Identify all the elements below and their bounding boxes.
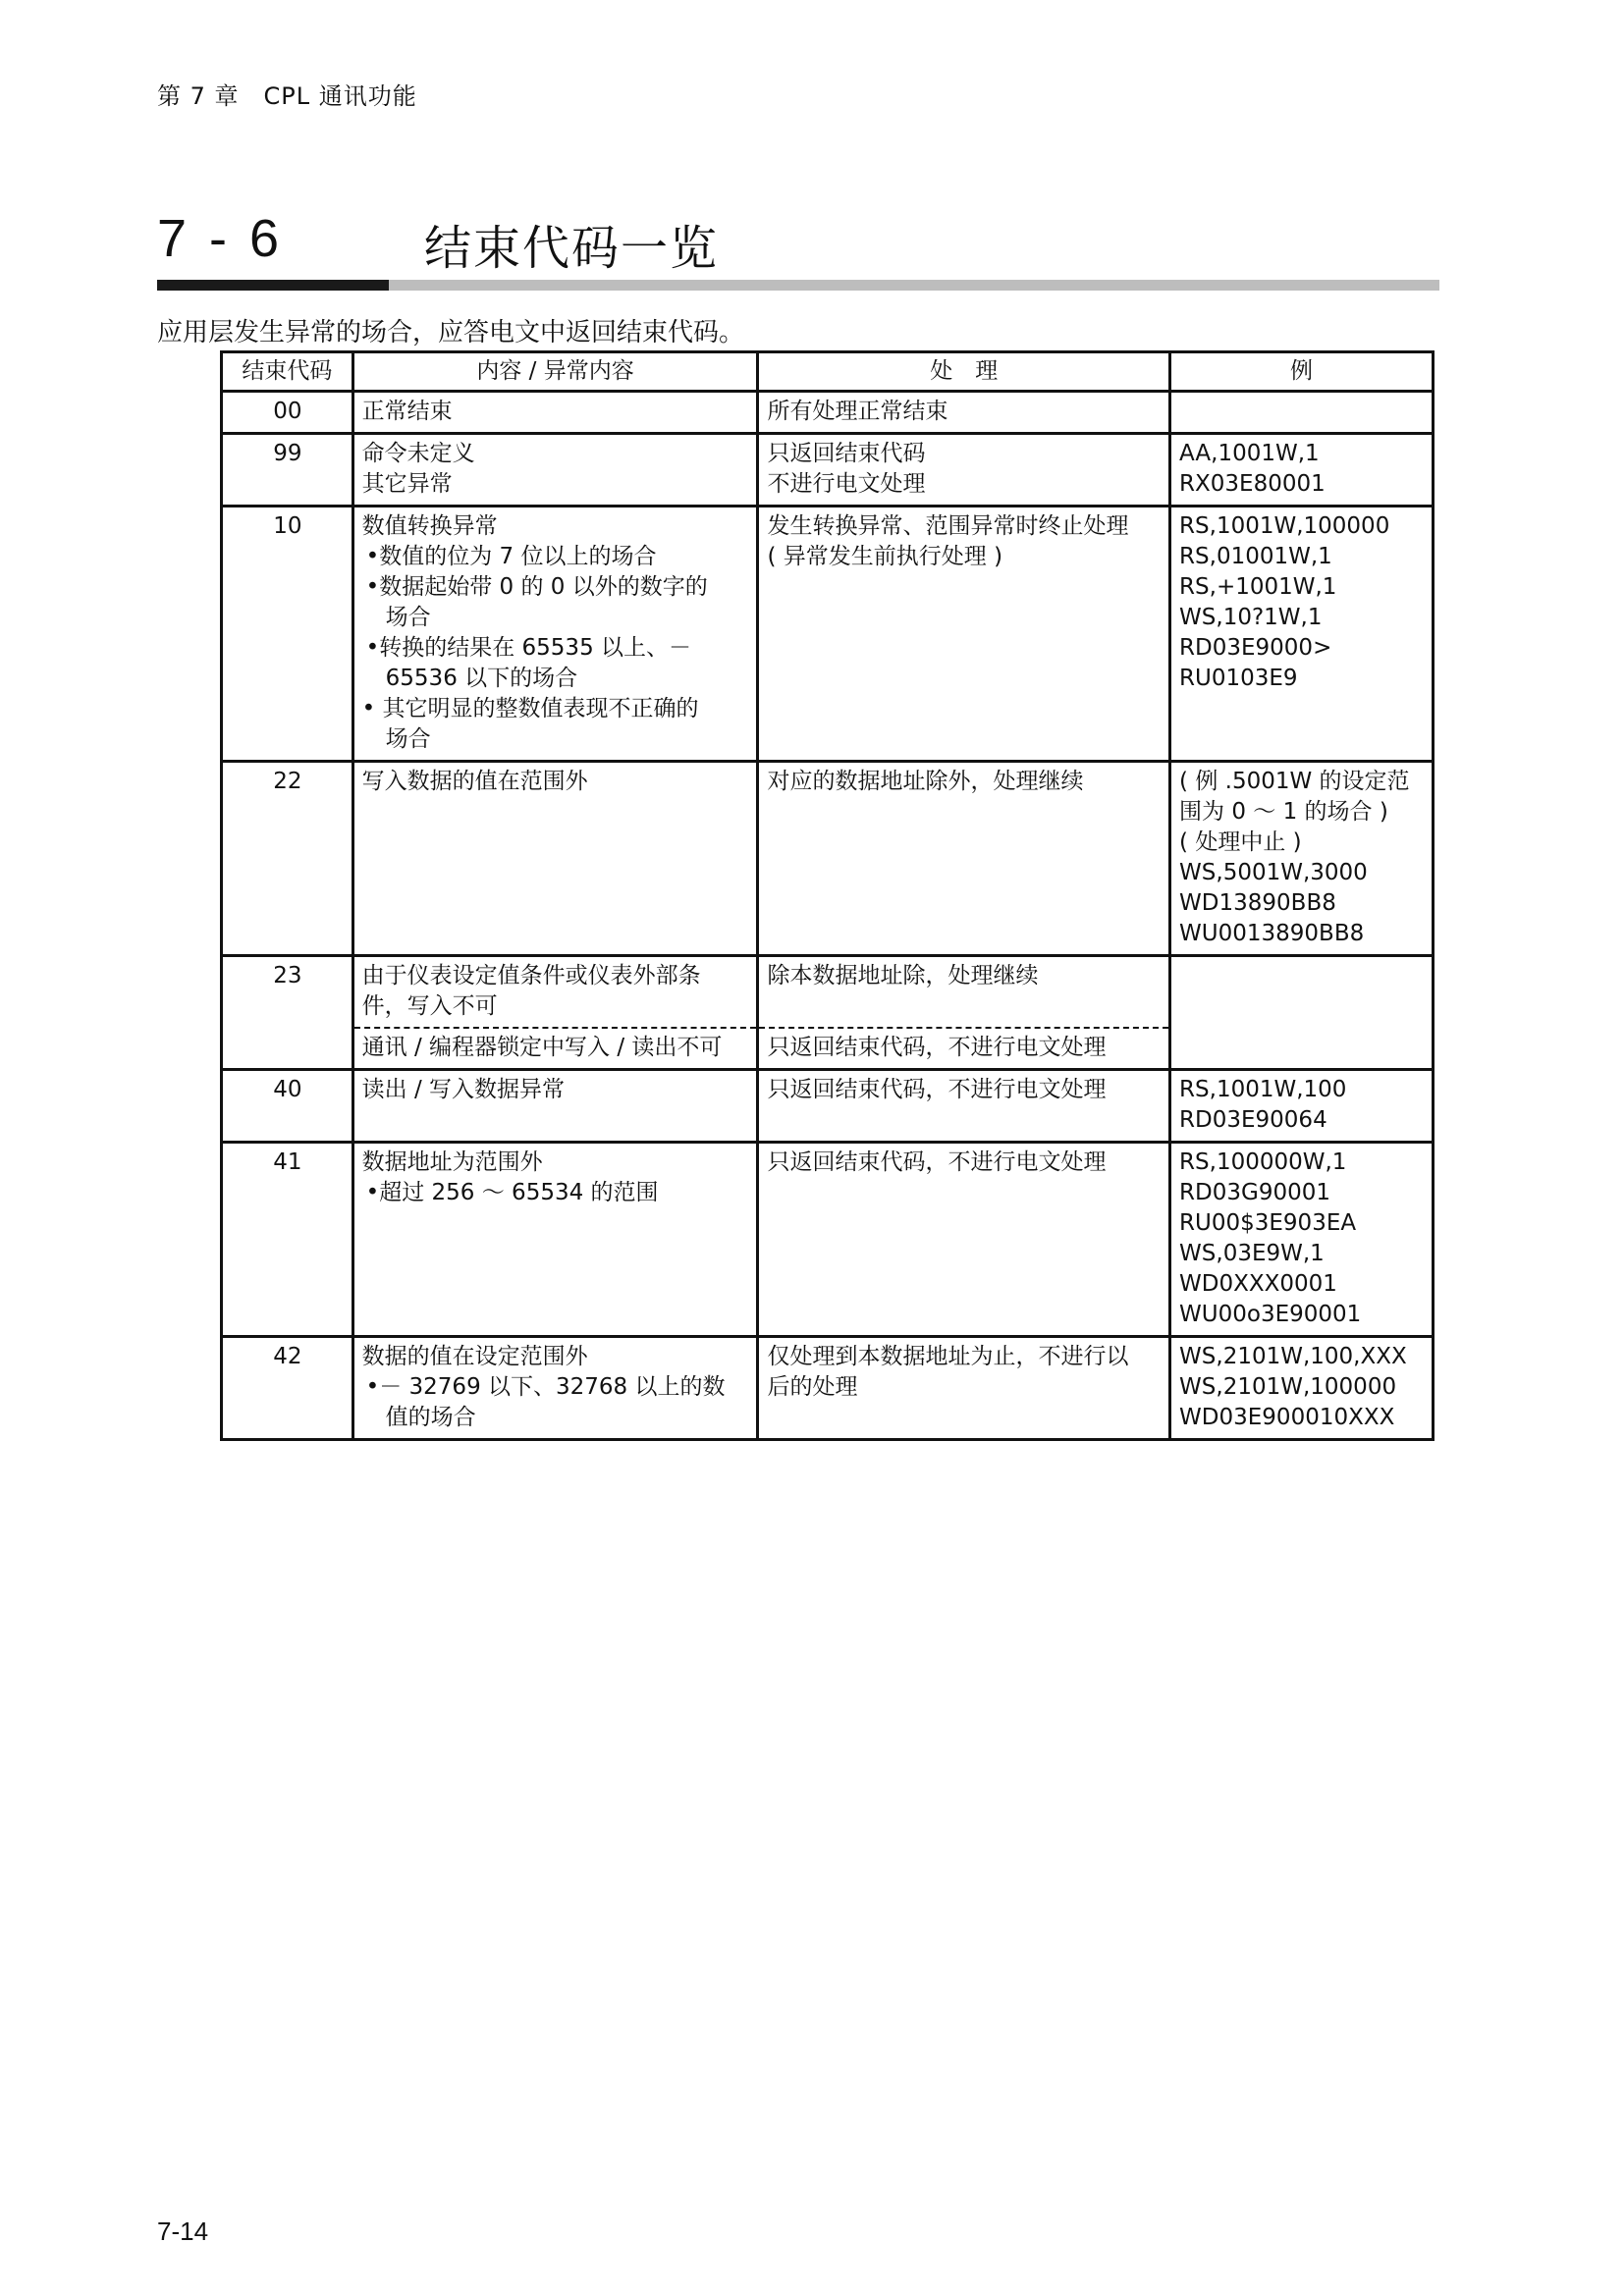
example-cell [1170, 392, 1434, 434]
process-cell: 只返回结束代码，不进行电文处理 [758, 1028, 1170, 1070]
end-code: 42 [222, 1337, 353, 1440]
table-row [222, 956, 1434, 1029]
content-line: 其它异常 [361, 471, 453, 497]
end-code: 22 [222, 762, 353, 956]
example-cell [1170, 507, 1434, 762]
content-line: 场合 [385, 726, 431, 752]
example-line: ( 处理中止 ) [1179, 829, 1302, 855]
title-rule-dark [157, 280, 389, 291]
example-line: RS,100000W,1 [1179, 1149, 1347, 1175]
process-cell: 所有处理正常结束 [758, 392, 1170, 434]
example-line: WS,2101W,100000 [1179, 1374, 1397, 1400]
example-line: RU00$3E903EA [1179, 1210, 1357, 1236]
content-cell [352, 1143, 758, 1337]
table-row [222, 762, 1434, 956]
example-cell [1170, 1337, 1434, 1440]
table-row [222, 392, 1434, 434]
intro-text: 应用层发生异常的场合，应答电文中返回结束代码。 [157, 318, 745, 347]
section-title: 结束代码一览 [424, 221, 720, 276]
content-cell [352, 956, 758, 1029]
end-code-table [220, 350, 1435, 1441]
example-cell [1170, 1070, 1434, 1143]
example-line: RD03E90064 [1179, 1107, 1327, 1133]
content-line: 65536 以下的场合 [385, 666, 578, 691]
chapter-header: 第 7 章 CPL 通讯功能 [157, 82, 417, 110]
content-cell: 写入数据的值在范围外 [352, 762, 758, 956]
example-cell [1170, 1143, 1434, 1337]
end-code: 41 [222, 1143, 353, 1337]
content-line: 数据的值在设定范围外 [361, 1344, 588, 1369]
table-row [222, 434, 1434, 507]
content-cell: 读出 / 写入数据异常 [352, 1070, 758, 1143]
table-header-row [222, 352, 1434, 392]
example-line: RD03G90001 [1179, 1180, 1330, 1205]
content-bullet: •数据起始带 0 的 0 以外的数字的 [365, 574, 708, 600]
example-line: RD03E9000> [1179, 635, 1332, 661]
title-rule-light [389, 280, 1439, 291]
example-cell [1170, 434, 1434, 507]
example-line: ( 例 .5001W 的设定范 [1179, 769, 1410, 794]
content-line: 由于仪表设定值条件或仪表外部条 [361, 963, 701, 988]
content-line: 值的场合 [385, 1405, 476, 1430]
content-line: 数据地址为范围外 [361, 1149, 543, 1175]
process-line: 不进行电文处理 [767, 471, 926, 497]
content-cell [352, 1337, 758, 1440]
process-cell: 对应的数据地址除外，处理继续 [758, 762, 1170, 956]
example-line: WS,10?1W,1 [1179, 605, 1323, 630]
table-row [222, 1143, 1434, 1337]
process-cell [758, 507, 1170, 762]
content-cell: 通讯 / 编程器锁定中写入 / 读出不可 [352, 1028, 758, 1070]
end-code: 40 [222, 1070, 353, 1143]
example-line: WD0XXX0001 [1179, 1271, 1337, 1297]
process-cell [758, 434, 1170, 507]
example-line: WD03E900010XXX [1179, 1405, 1395, 1430]
col-header-example: 例 [1170, 352, 1434, 392]
example-cell [1170, 762, 1434, 956]
content-line: 场合 [385, 605, 431, 630]
process-line: 仅处理到本数据地址为止，不进行以 [767, 1344, 1129, 1369]
col-header-code: 结束代码 [222, 352, 353, 392]
end-code: 23 [222, 956, 353, 1070]
example-line: RS,1001W,100000 [1179, 513, 1390, 539]
content-bullet: •数值的位为 7 位以上的场合 [365, 544, 657, 569]
process-cell: 只返回结束代码，不进行电文处理 [758, 1143, 1170, 1337]
process-cell: 除本数据地址除，处理继续 [758, 956, 1170, 1029]
content-bullet: •超过 256 ～ 65534 的范围 [365, 1180, 659, 1205]
example-line: WU0013890BB8 [1179, 921, 1365, 946]
table-row [222, 1070, 1434, 1143]
example-cell [1170, 956, 1434, 1070]
example-line: WS,03E9W,1 [1179, 1241, 1325, 1266]
process-cell: 只返回结束代码，不进行电文处理 [758, 1070, 1170, 1143]
example-line: 围为 0 ～ 1 的场合 ) [1179, 799, 1388, 825]
process-line: 只返回结束代码 [767, 441, 926, 466]
example-line: RS,+1001W,1 [1179, 574, 1337, 600]
content-bullet: • 其它明显的整数值表现不正确的 [361, 696, 699, 721]
end-code: 10 [222, 507, 353, 762]
content-cell [352, 507, 758, 762]
content-cell: 正常结束 [352, 392, 758, 434]
content-bullet: •－ 32769 以下、32768 以上的数 [365, 1374, 726, 1400]
section-number: 7 - 6 [157, 209, 284, 268]
end-code: 00 [222, 392, 353, 434]
example-line: RX03E80001 [1179, 471, 1326, 497]
table-row [222, 507, 1434, 762]
process-line: ( 异常发生前执行处理 ) [767, 544, 1003, 569]
col-header-process: 处 理 [758, 352, 1170, 392]
process-line: 发生转换异常、范围异常时终止处理 [767, 513, 1129, 539]
process-cell [758, 1337, 1170, 1440]
content-line: 数值转换异常 [361, 513, 498, 539]
example-line: RS,1001W,100 [1179, 1077, 1347, 1102]
page-number: 7-14 [157, 2216, 209, 2246]
end-code: 99 [222, 434, 353, 507]
example-line: AA,1001W,1 [1179, 441, 1320, 466]
content-cell [352, 434, 758, 507]
example-line: WU00o3E90001 [1179, 1302, 1362, 1327]
process-line: 后的处理 [767, 1374, 858, 1400]
content-bullet: •转换的结果在 65535 以上、－ [365, 635, 692, 661]
example-line: RU0103E9 [1179, 666, 1298, 691]
example-line: WD13890BB8 [1179, 890, 1336, 916]
example-line: WS,5001W,3000 [1179, 860, 1368, 885]
example-line: RS,01001W,1 [1179, 544, 1332, 569]
table-row [222, 1337, 1434, 1440]
col-header-content: 内容 / 异常内容 [352, 352, 758, 392]
content-line: 命令未定义 [361, 441, 475, 466]
example-line: WS,2101W,100,XXX [1179, 1344, 1407, 1369]
content-line: 件，写入不可 [361, 993, 498, 1019]
